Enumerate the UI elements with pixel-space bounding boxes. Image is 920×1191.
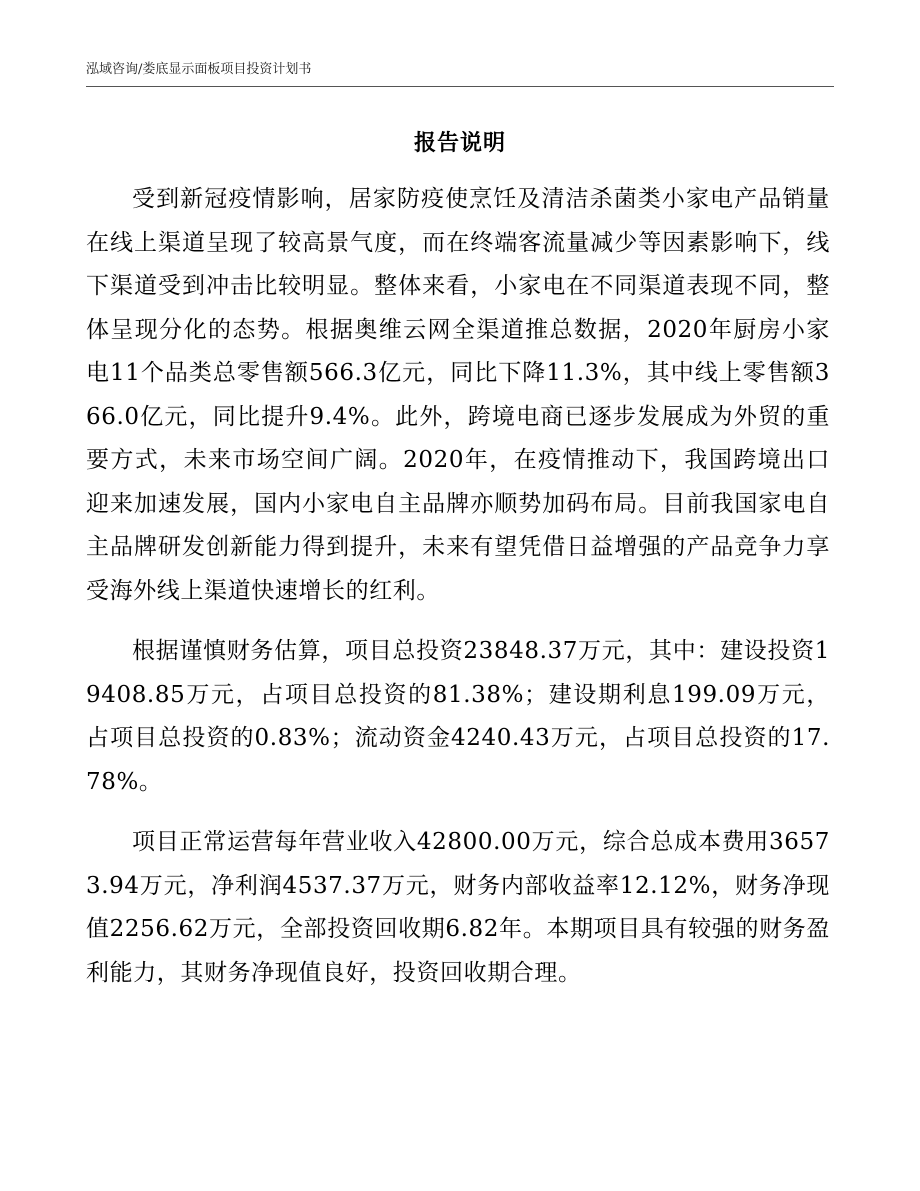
- document-body: [86, 178, 830, 1012]
- paragraph-investment-estimate: 根据谨慎财务估算，项目总投资23848.37万元，其中：建设投资19408.85万元，占项目总投资的81.38%；建设期利息199.09万元，占项目总投资的0.83%；流动资金4240.43万元，占项目总投资的17.78%。: [86, 638, 830, 795]
- running-header: 泓域咨询/娄底显示面板项目投资计划书: [86, 60, 834, 87]
- paragraph-financial-returns: 项目正常运营每年营业收入42800.00万元，综合总成本费用36573.94万元，净利润4537.37万元，财务内部收益率12.12%，财务净现值2256.62万元，全部投资回收期6.82年。本期项目具有较强的财务盈利能力，其财务净现值良好，投资回收期合理。: [86, 829, 830, 986]
- paragraph-market-background: 受到新冠疫情影响，居家防疫使烹饪及清洁杀菌类小家电产品销量在线上渠道呈现了较高景气度，而在终端客流量减少等因素影响下，线下渠道受到冲击比较明显。整体来看，小家电在不同渠道表现不同，整体呈现分化的态势。根据奥维云网全渠道推总数据，2020年厨房小家电11个品类总零售额566.3亿元，同比下降11.3%，其中线上零售额366.0亿元，同比提升9.4%。此外，跨境电商已逐步发展成为外贸的重要方式，未来市场空间广阔。2020年，在疫情推动下，我国跨境出口迎来加速发展，国内小家电自主品牌亦顺势加码布局。目前我国家电自主品牌研发创新能力得到提升，未来有望凭借日益增强的产品竞争力享受海外线上渠道快速增长的红利。: [86, 186, 830, 604]
- page-title: 报告说明: [413, 130, 506, 156]
